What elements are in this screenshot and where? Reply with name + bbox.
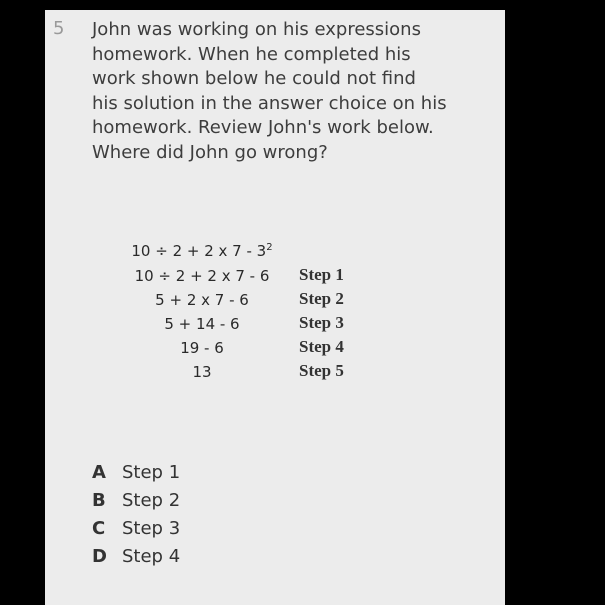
answer-choice-a[interactable]	[92, 458, 180, 486]
question-line: Where did John go wrong?	[92, 141, 328, 163]
exponent: 2	[266, 242, 273, 253]
work-figure	[117, 240, 377, 388]
step-label: Step 4	[299, 337, 344, 356]
work-expression-row: 10 ÷ 2 + 2 x $7 - 3^2$	[131, 242, 273, 260]
work-expression-row: 19 - 6	[180, 339, 224, 357]
question-line: work shown below he could not find	[92, 68, 416, 89]
choice-letter: D	[92, 545, 107, 567]
choice-text: Step 3	[122, 517, 181, 539]
question-line: homework. When he completed his	[92, 43, 411, 65]
work-expression-row: 5 + 2 x 7 - 6	[155, 291, 249, 309]
step-label: Step 3	[299, 313, 344, 332]
choice-letter: B	[92, 489, 106, 511]
answer-choice-b[interactable]	[92, 486, 180, 514]
step-label: Step 5	[299, 361, 344, 380]
work-expression-row: 5 + 14 - 6	[164, 315, 240, 333]
question-text	[92, 18, 502, 165]
choice-text: Step 4	[122, 545, 181, 567]
answer-choices	[92, 458, 180, 570]
work-expression-row: 10 ÷ 2 + 2 x 7 - 6	[134, 267, 270, 285]
choice-text: Step 1	[122, 461, 181, 483]
choice-text: Step 2	[122, 489, 181, 511]
step-label: Step 1	[299, 265, 344, 284]
step-label: Step 2	[299, 289, 344, 308]
question-line: John was working on his expressions	[92, 19, 421, 40]
question-line: homework. Review John's work below.	[92, 117, 434, 138]
work-expression-row: 13	[192, 363, 212, 381]
question-number: 5	[53, 18, 65, 39]
answer-choice-c[interactable]	[92, 514, 180, 542]
choice-letter: C	[92, 517, 106, 539]
choice-letter: A	[92, 461, 106, 483]
answer-choice-d[interactable]	[92, 542, 180, 570]
question-line: his solution in the answer choice on his	[92, 92, 447, 114]
question-card	[45, 10, 505, 605]
